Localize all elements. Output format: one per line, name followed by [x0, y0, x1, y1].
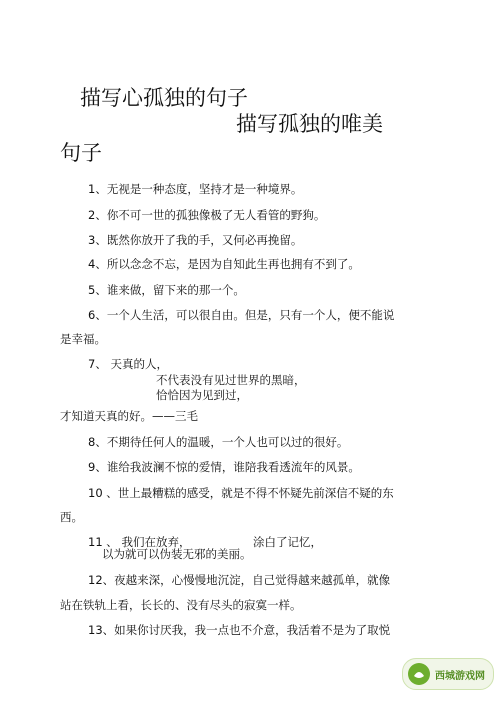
title-line-1: 描写心孤独的句子	[80, 86, 248, 110]
list-item-10-line-2: 西。	[60, 510, 83, 524]
list-item-3: 3、既然你放开了我的手，又何必再挽留。	[88, 233, 303, 247]
logo-badge	[402, 658, 494, 690]
list-item-7-line-3: 恰恰因为见到过，	[156, 388, 248, 402]
list-item-6-line-1: 6、一个人生活，可以很自由。但是，只有一个人，便不能说	[88, 308, 395, 322]
list-item-5: 5、谁来做，留下来的那一个。	[88, 283, 245, 297]
list-item-11-line-3: 以为就可以伪装无邪的美丽。	[102, 547, 252, 561]
logo-icon	[408, 663, 430, 685]
list-item-11-line-1: 11 、 我们在放弃，	[88, 535, 191, 549]
list-item-12-line-2: 站在铁轨上看，长长的、没有尽头的寂寞一样。	[60, 598, 302, 612]
list-item-6-line-2: 是幸福。	[60, 332, 106, 346]
list-item-1: 1、无视是一种态度，坚持才是一种境界。	[88, 182, 303, 196]
logo-text: 西城游戏网	[435, 670, 485, 682]
list-item-10-line-1: 10 、世上最糟糕的感受，就是不得不怀疑先前深信不疑的东	[88, 486, 394, 500]
list-item-12-line-1: 12、夜越来深，心慢慢地沉淀，自己觉得越来越孤单，就像	[88, 573, 391, 587]
list-item-8: 8、不期待任何人的温暖，一个人也可以过的很好。	[88, 435, 349, 449]
list-item-4: 4、所以念念不忘，是因为自知此生再也拥有不到了。	[88, 257, 360, 271]
list-item-7-line-1: 7、 天真的人，	[88, 357, 168, 371]
list-item-9: 9、谁给我波澜不惊的爱情，谁陪我看透流年的风景。	[88, 460, 360, 474]
site-logo	[396, 650, 500, 698]
list-item-7-line-2: 不代表没有见过世界的黑暗，	[156, 373, 306, 387]
list-item-2: 2、你不可一世的孤独像极了无人看管的野狗。	[88, 208, 326, 222]
list-item-11-line-2: 涂白了记忆，	[253, 535, 322, 549]
title-line-3: 句子	[60, 141, 102, 165]
title-line-2: 描写孤独的唯美	[236, 112, 383, 136]
list-item-13: 13、如果你讨厌我，我一点也不介意，我活着不是为了取悦	[88, 623, 391, 637]
list-item-7-line-4: 才知道天真的好。——三毛	[60, 409, 198, 423]
